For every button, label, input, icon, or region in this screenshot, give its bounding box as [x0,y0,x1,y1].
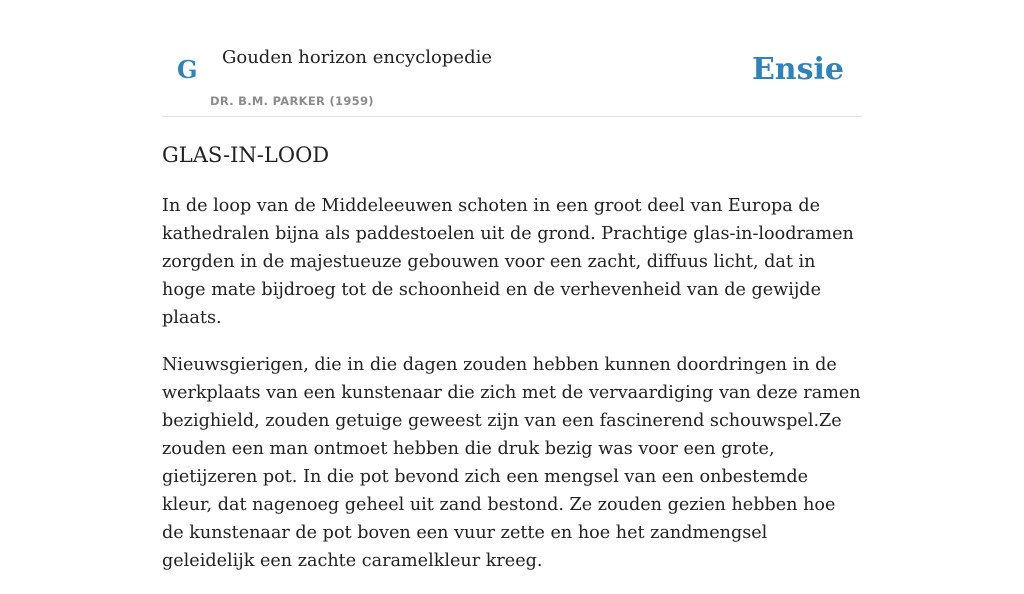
article-title: GLAS-IN-LOOD [162,143,330,167]
book-author: DR. B.M. PARKER (1959) [210,94,374,108]
site-header [162,0,862,117]
ensie-logo[interactable]: Ensie [751,52,844,87]
book-title-link[interactable]: Gouden horizon encyclopedie [222,47,492,68]
article-paragraph: In de loop van de Middeleeuwen schoten in een groot deel van Europa de kathedralen bijna als paddestoelen uit de grond. Prachtige glas-in-loodramen zorgden in de majestueuze gebouwen voor een zacht, diffuus licht, dat in hoge mate bijdroeg tot de schoonheid en de verhevenheid van de gewijde plaats. [162,196,854,328]
article-body [162,192,862,594]
book-logo-icon[interactable]: G [177,55,198,84]
article-paragraph: Nieuwsgierigen, die in die dagen zouden hebben kunnen doordringen in de werkplaats van een kunstenaar die zich met de vervaardiging van deze ramen bezighield, zouden getuige geweest zijn van een fascinerend schouwspel.Ze zouden een man ontmoet hebben die druk bezig was voor een grote, gietijzeren pot. In die pot bevond zich een mengsel van een onbestemde kleur, dat nagenoeg geheel uit zand bestond. Ze zouden gezien hebben hoe de kunstenaar de pot boven een vuur zette en hoe het zandmengsel geleidelijk een zachte caramelkleur kreeg. [162,355,861,571]
